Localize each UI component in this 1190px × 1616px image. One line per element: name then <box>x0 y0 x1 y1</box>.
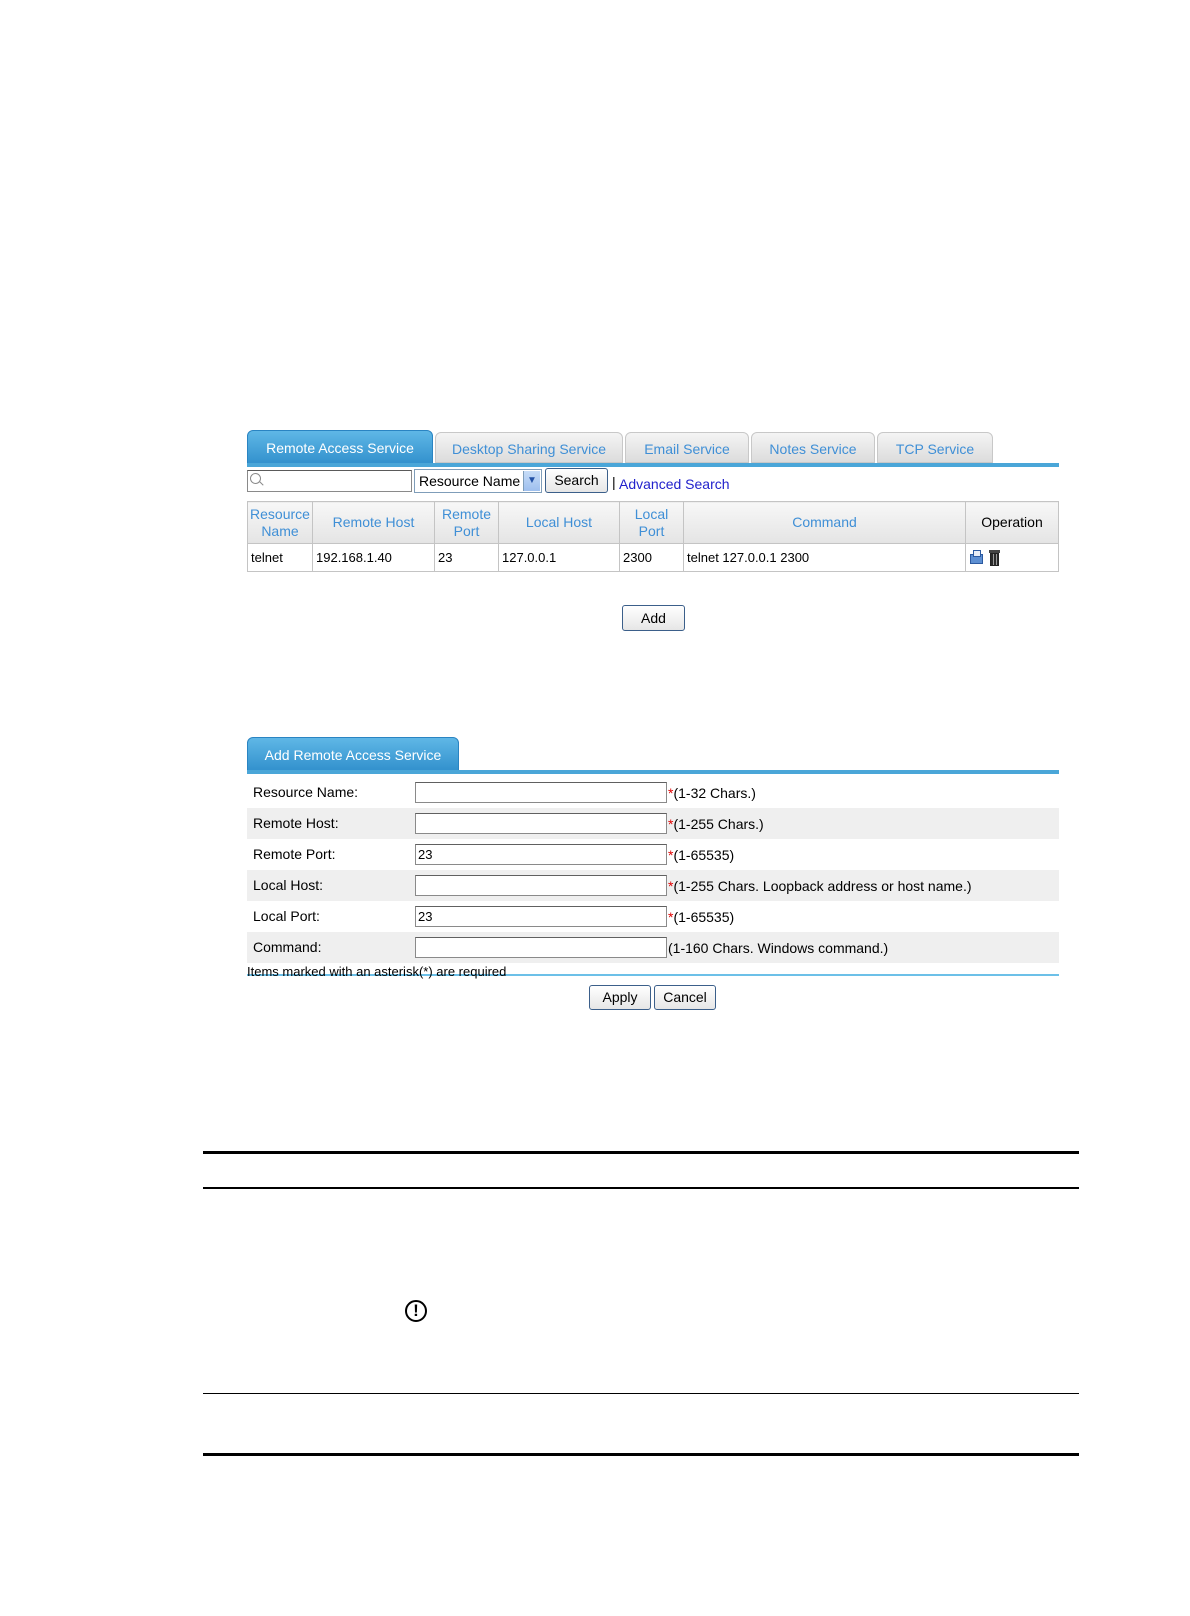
column-header-remote-port[interactable]: Remote Port <box>435 502 499 544</box>
form-row-remote-port <box>247 839 1059 870</box>
resource-name-hint: *(1-32 Chars.) <box>668 785 756 801</box>
section-rule-bottom <box>203 1453 1079 1456</box>
search-field-select[interactable] <box>414 469 542 493</box>
column-header-remote-host[interactable]: Remote Host <box>313 502 435 544</box>
chevron-down-icon[interactable]: ▼ <box>523 471 540 491</box>
cell-remote-host: 192.168.1.40 <box>313 544 435 572</box>
column-header-resource-name[interactable]: Resource Name <box>248 502 313 544</box>
section-rule-lower <box>203 1393 1079 1394</box>
search-separator: | <box>612 474 616 490</box>
cell-operation <box>966 544 1059 572</box>
tab-bar-underline <box>247 463 1059 467</box>
edit-icon[interactable] <box>969 550 985 565</box>
form-tab-underline <box>247 770 1059 774</box>
local-port-hint: *(1-65535) <box>668 909 735 925</box>
remote-host-field[interactable] <box>415 813 667 834</box>
local-port-field[interactable]: 23 <box>415 906 667 927</box>
cell-local-host: 127.0.0.1 <box>499 544 620 572</box>
form-row-local-port <box>247 901 1059 932</box>
add-button[interactable]: Add <box>622 605 685 631</box>
cell-resource-name: telnet <box>248 544 313 572</box>
table-header-row <box>248 502 1059 544</box>
command-label: Command: <box>253 939 322 955</box>
column-header-local-port[interactable]: Local Port <box>620 502 684 544</box>
column-header-operation: Operation <box>966 502 1059 544</box>
remote-host-hint: *(1-255 Chars.) <box>668 816 764 832</box>
remote-port-label: Remote Port: <box>253 846 336 862</box>
tab-desktop-sharing-service[interactable]: Desktop Sharing Service <box>435 432 623 463</box>
cell-remote-port: 23 <box>435 544 499 572</box>
tab-email-service[interactable]: Email Service <box>625 432 749 463</box>
resource-name-label: Resource Name: <box>253 784 359 800</box>
search-icon <box>250 473 261 484</box>
local-port-label: Local Port: <box>253 908 320 924</box>
form-row-remote-host <box>247 808 1059 839</box>
remote-host-label: Remote Host: <box>253 815 339 831</box>
apply-button[interactable]: Apply <box>589 985 651 1010</box>
cell-command: telnet 127.0.0.1 2300 <box>684 544 966 572</box>
local-host-label: Local Host: <box>253 877 324 893</box>
form-row-local-host <box>247 870 1059 901</box>
command-hint: (1-160 Chars. Windows command.) <box>668 940 889 956</box>
resource-table <box>247 501 1059 572</box>
remote-port-hint: *(1-65535) <box>668 847 735 863</box>
required-note: Items marked with an asterisk(*) are required <box>247 964 507 979</box>
advanced-search-link[interactable]: Advanced Search <box>619 476 730 492</box>
local-host-field[interactable] <box>415 875 667 896</box>
section-rule-upper <box>203 1187 1079 1189</box>
tab-remote-access-service[interactable]: Remote Access Service <box>247 430 433 467</box>
column-header-command[interactable]: Command <box>684 502 966 544</box>
search-button[interactable]: Search <box>545 468 608 493</box>
search-input[interactable] <box>247 470 412 492</box>
cancel-button[interactable]: Cancel <box>654 985 716 1010</box>
cell-local-port: 2300 <box>620 544 684 572</box>
service-tab-bar <box>247 430 1059 467</box>
remote-port-field[interactable]: 23 <box>415 844 667 865</box>
section-rule-top <box>203 1151 1079 1154</box>
local-host-hint: *(1-255 Chars. Loopback address or host name.) <box>668 878 972 894</box>
search-field-selected: Resource Name <box>419 473 521 489</box>
column-header-local-host[interactable]: Local Host <box>499 502 620 544</box>
tab-tcp-service[interactable]: TCP Service <box>877 432 993 463</box>
add-form-tab-bar <box>247 737 1059 774</box>
form-row-command <box>247 932 1059 963</box>
exclamation-circle-icon: ! <box>405 1300 427 1322</box>
tab-notes-service[interactable]: Notes Service <box>751 432 875 463</box>
delete-icon[interactable] <box>989 549 1000 566</box>
tab-add-remote-access-service: Add Remote Access Service <box>247 737 459 774</box>
resource-name-field[interactable] <box>415 782 667 803</box>
command-field[interactable] <box>415 937 667 958</box>
table-row <box>248 544 1059 572</box>
form-row-resource-name <box>247 777 1059 808</box>
